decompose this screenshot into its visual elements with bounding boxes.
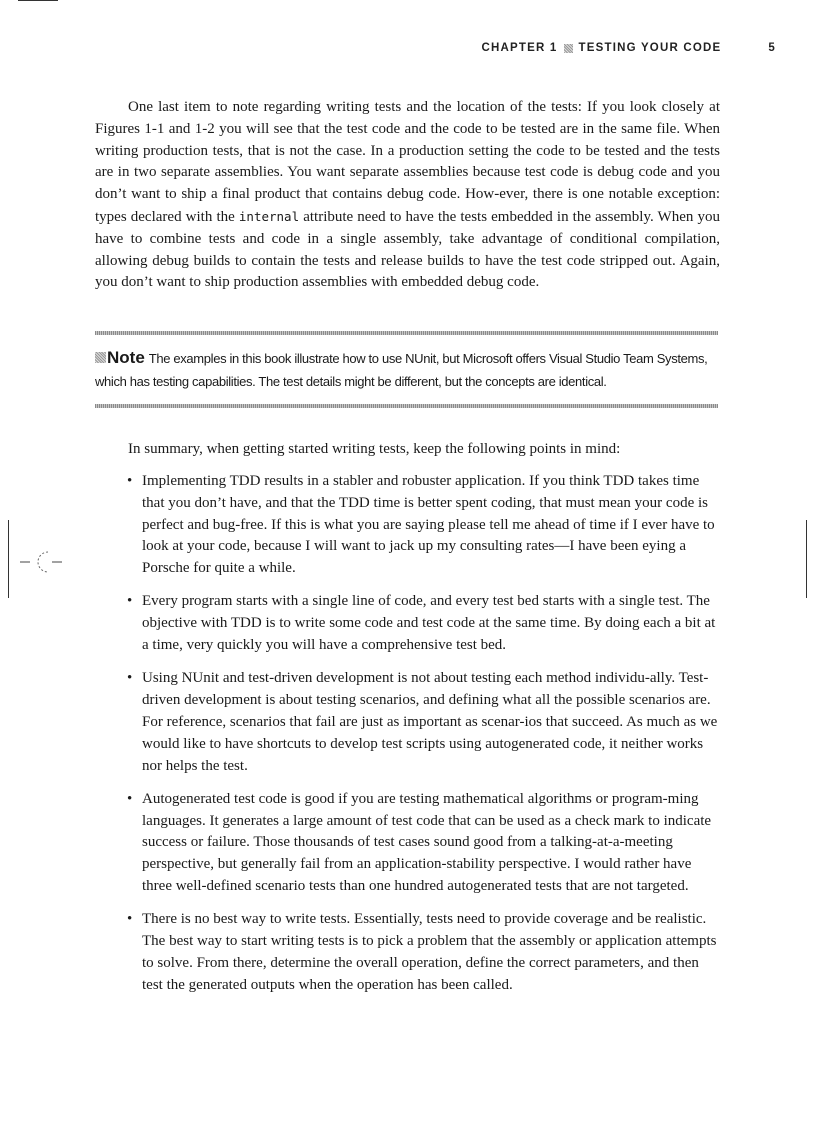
- list-item-text: Every program starts with a single line of code, and every test bed starts with a single test. The objective with TDD is to write some code and test code at the same time. By doing each a bit at a time, very quickly you will have a comprehensive test bed.: [142, 593, 716, 654]
- list-item-text: Implementing TDD results in a stabler and robuster application. If you think TDD takes time that you don’t have, and that the TDD time is better spent coding, that must mean your code is perfect and bug-free. If this is what you are saying please tell me ahead of time if I ever have to look at your code, because I will want to jack up my consulting rates—I have been eying a Porsche for quite a while.: [142, 473, 715, 577]
- intro-paragraph: [95, 97, 720, 294]
- list-item: [127, 789, 722, 898]
- list-item-text: Autogenerated test code is good if you are testing mathematical algorithms or program-ming languages. It generates a large amount of test code that can be used as a check mark to indicate success or failure. Those thousands of test cases sound good from a talking-at-a-meeting perspective, but generally fail from an application-stability perspective. I would rather have three well-defined scenario tests than one hundred autogenerated tests that are not targeted.: [142, 790, 712, 895]
- list-item-text: Using NUnit and test-driven development is not about testing each method individu-ally. Test-driven development is about testing scenarios, and defining what all the possible scenarios are. For reference, scenarios that fail are just as important as scenar-ios that succeed. As much as we would like to have shortcuts to develop test scripts using autogenerated code, it neither works nor helps the test.: [142, 670, 718, 774]
- points-list: [127, 471, 722, 1008]
- list-item-text: There is no best way to write tests. Essentially, tests need to provide coverage and be realistic. The best way to start writing tests is to pick a problem that the assembly or application attempts to solve. From there, determine the overall operation, define the correct parameters, and then test the generated outputs when the operation has been called.: [142, 911, 717, 993]
- bullet-icon: •: [127, 473, 133, 489]
- list-item: [127, 668, 722, 777]
- running-head: [0, 42, 776, 54]
- inline-code: internal: [238, 208, 300, 224]
- separator-square-icon: [564, 44, 573, 53]
- list-item: [127, 471, 722, 580]
- note-text: The examples in this book illustrate how to use NUnit, but Microsoft offers Visual Studio Team Systems, which has testing capabilities. The test details might be different, but the concepts are identical.: [95, 351, 708, 389]
- page-number: 5: [768, 42, 776, 54]
- summary-paragraph: In summary, when getting started writing tests, keep the following points in mind:: [128, 441, 621, 457]
- note-marker-icon: [95, 352, 106, 363]
- crop-mark-left-upper: [8, 520, 9, 598]
- registration-mark-icon: [20, 548, 62, 576]
- note-bottom-rule: [95, 404, 718, 408]
- intro-text-after-code: attribute need to have the tests embedded in the assembly. When you have to combine tests and code in a single assembly, take advantage of conditional compilation, allowing debug builds to contain the tests and release builds to have the test code stripped out. Again, you don’t want to ship production assemblies with embedded debug code.: [95, 208, 720, 291]
- chapter-number: CHAPTER 1: [481, 42, 558, 54]
- bullet-icon: •: [127, 790, 133, 807]
- note-box: [95, 346, 720, 393]
- note-label: Note: [107, 348, 145, 367]
- note-top-rule: [95, 331, 718, 335]
- crop-mark-top: [18, 0, 58, 1]
- chapter-title: TESTING YOUR CODE: [578, 42, 722, 54]
- crop-mark-right: [806, 520, 807, 598]
- intro-text-before-code: One last item to note regarding writing tests and the location of the tests: If you look closely at Figures 1-1 and 1-2 you will see that the test code and the code to be tested are in the same file. When writing production tests, that is not the case. In a production setting the code to be tested and the tests are in two separate assemblies. You want separate assemblies because test code is debug code and you don’t want to ship a final product that contains debug code. How-ever, there is one notable exception: types declared with the: [95, 99, 720, 225]
- list-item: [127, 591, 722, 656]
- bullet-icon: •: [127, 911, 133, 928]
- bullet-icon: •: [127, 593, 133, 610]
- list-item: [127, 909, 722, 996]
- bullet-icon: •: [127, 670, 133, 687]
